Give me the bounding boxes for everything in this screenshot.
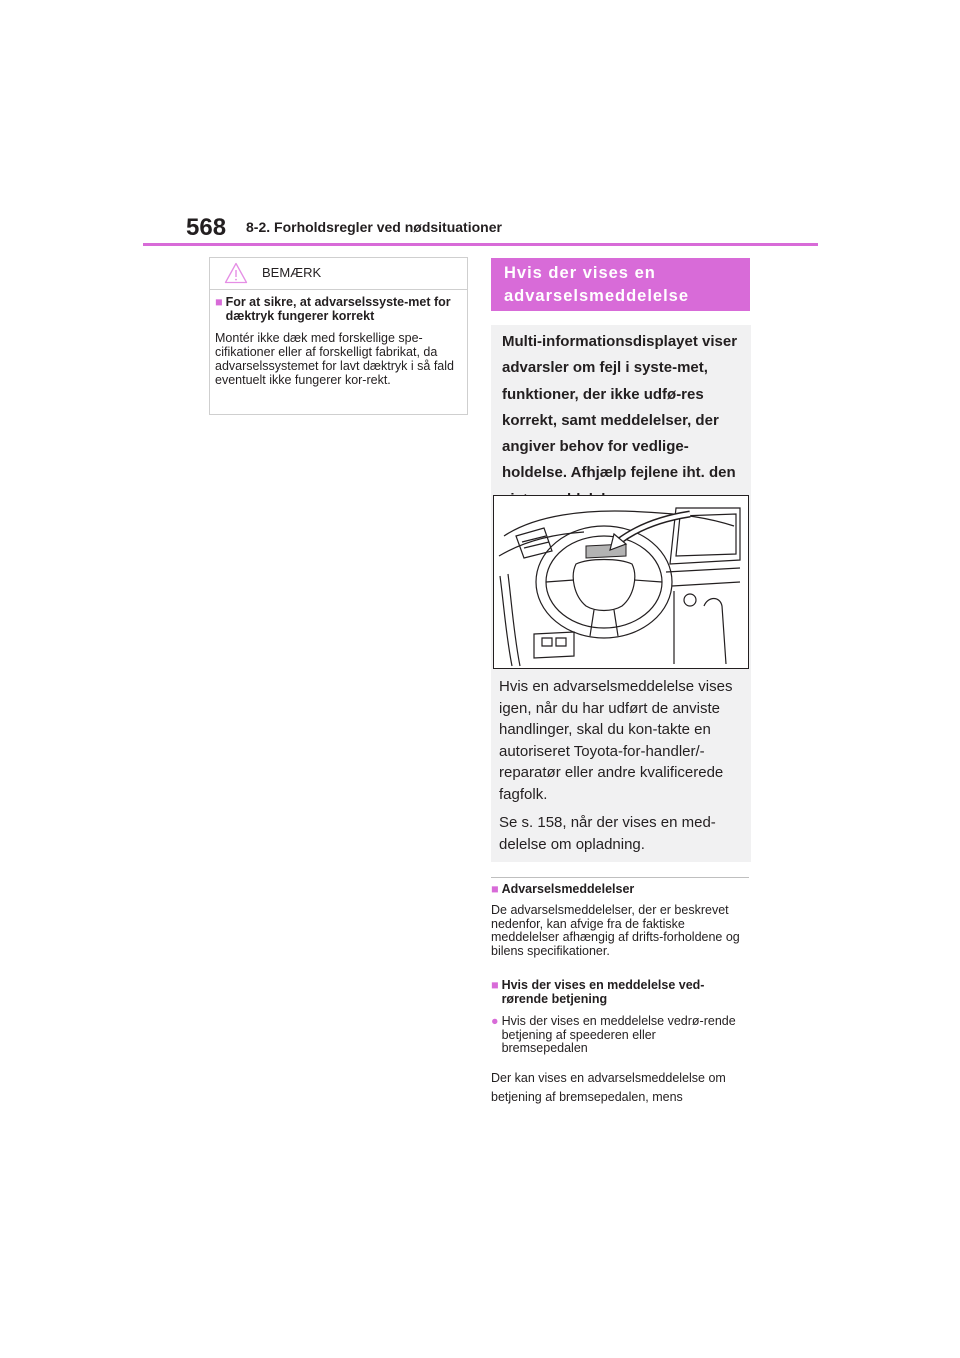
callout-intro: Multi-informationsdisplayet viser advarsler om fejl i syste-met, funktioner, der ikke udfø-res korrekt, samt meddelelser, der angiver behov for vedlige-holdelse. Afhjælp fejlene iht. den xyxy=(502,333,738,482)
warning-icon xyxy=(224,262,248,284)
square-bullet-icon: ■ xyxy=(215,295,223,309)
notice-box xyxy=(209,257,468,415)
circle-bullet-icon: ● xyxy=(491,1014,499,1028)
square-bullet-icon: ■ xyxy=(491,882,499,896)
callout-paragraph-2: Se s. 158, når der vises en med-delelse om opladning. xyxy=(499,814,716,853)
warnings-body: De advarselsmeddelelser, der er beskrevet nedenfor, kan afvige fra de faktiske meddelelser afhængig af drifts-forholdene og bilens specifikationer. xyxy=(491,903,740,958)
notice-heading-text: For at sikre, at advarselssyste-met for dæktryk fungerer korrekt xyxy=(225,295,451,323)
square-bullet-icon: ■ xyxy=(491,978,499,992)
notice-label: BEMÆRK xyxy=(262,265,322,280)
callout-body xyxy=(491,325,751,862)
section-divider xyxy=(491,877,749,878)
callout-paragraph-1: Hvis en advarselsmeddelelse vises igen, når du har udført de anviste handlinger, skal du kon-takte en autoriseret Toyota-for-handler/-reparatør eller andre kvalificerede fagfolk. xyxy=(499,678,733,803)
section-title: 8-2. Forholdsregler ved nødsituationer xyxy=(246,219,502,235)
operation-heading-text: Hvis der vises en meddelelse ved-rørende betjening xyxy=(501,978,705,1006)
closing-paragraph: Der kan vises en advarselsmeddelelse om betjening af bremsepedalen, mens xyxy=(491,1071,726,1104)
operation-bullet-text: Hvis der vises en meddelelse vedrø-rende betjening af speederen eller bremsepedalen xyxy=(501,1014,736,1056)
warnings-heading-text: Advarselsmeddelelser xyxy=(501,882,635,896)
notice-body: Montér ikke dæk med forskellige spe-cifikationer eller af forskelligt fabrikat, da advarselssystemet for lavt dæktryk i så fald eventuelt ikke fungerer kor-rekt. xyxy=(215,331,454,387)
notice-heading xyxy=(215,295,465,323)
operation-heading xyxy=(491,978,742,1006)
notice-header xyxy=(210,258,467,290)
warnings-heading xyxy=(491,882,742,896)
operation-bullet xyxy=(491,1015,749,1056)
dashboard-drawing xyxy=(494,496,748,668)
header-rule xyxy=(143,243,818,246)
dashboard-illustration xyxy=(493,495,749,669)
callout-title: Hvis der vises en advarselsmeddelelse xyxy=(491,258,750,311)
page-number: 568 xyxy=(186,214,227,241)
